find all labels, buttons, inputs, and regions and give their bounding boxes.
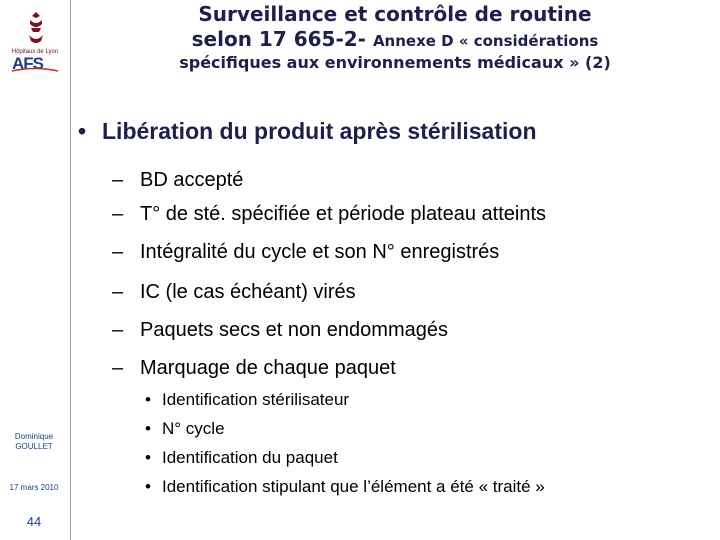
bullet-dot-icon: • <box>145 419 151 438</box>
bullet-dot-icon: • <box>78 118 87 144</box>
sub-item-text: IC (le cas échéant) virés <box>140 281 356 303</box>
bullet-dot-icon: • <box>145 448 151 467</box>
sub-item <box>112 281 356 304</box>
dash-icon: – <box>112 241 124 263</box>
slide-date: 17 mars 2010 <box>9 483 59 492</box>
dash-icon: – <box>112 169 124 191</box>
slide-title <box>90 2 700 73</box>
author-last-name: GOULLET <box>15 442 53 452</box>
dash-icon: – <box>112 281 124 303</box>
sub-item <box>112 241 499 264</box>
main-bullet <box>78 118 537 145</box>
afs-logo-text: AFS <box>12 54 43 73</box>
sidebar-divider <box>70 0 71 540</box>
title-line-2 <box>90 27 700 52</box>
afs-logo <box>10 54 62 78</box>
marking-item-text: Identification du paquet <box>162 448 338 467</box>
sub-item <box>112 169 243 192</box>
title-line-3: spécifiques aux environnements médicaux » (2) <box>179 53 611 72</box>
hospital-logo <box>6 10 64 56</box>
marking-item <box>145 477 545 497</box>
sub-item-text: Paquets secs et non endommagés <box>140 319 448 341</box>
title-line-1: Surveillance et contrôle de routine <box>198 2 592 26</box>
marking-item-text: Identification stérilisateur <box>162 390 350 409</box>
sub-item <box>112 319 448 342</box>
bullet-dot-icon: • <box>145 477 151 496</box>
marking-item <box>145 390 349 410</box>
author-name <box>2 432 66 453</box>
page-number: 44 <box>26 514 42 529</box>
author-first-name: Dominique <box>14 432 54 441</box>
sub-item-text: Marquage de chaque paquet <box>140 357 396 379</box>
hospital-emblem-icon <box>26 10 46 46</box>
sub-item <box>112 357 396 380</box>
bullet-dot-icon: • <box>145 390 151 409</box>
sub-item-text: BD accepté <box>140 169 244 191</box>
dash-icon: – <box>112 357 124 379</box>
marking-item-text: N° cycle <box>162 419 225 438</box>
sub-item-text: T° de sté. spécifiée et période plateau atteints <box>140 203 547 225</box>
sub-item <box>112 203 546 226</box>
marking-item <box>145 448 338 468</box>
main-bullet-text: Libération du produit après stérilisation <box>102 118 537 144</box>
sub-item-text: Intégralité du cycle et son N° enregistrés <box>140 241 500 263</box>
hospital-logo-text: Hôpitaux de Lyon <box>11 49 59 55</box>
marking-item-text: Identification stipulant que l’élément a été « traité » <box>162 477 545 496</box>
marking-item <box>145 419 225 439</box>
title-line-2-main: selon 17 665-2- <box>191 27 366 51</box>
dash-icon: – <box>112 319 124 341</box>
dash-icon: – <box>112 203 124 225</box>
swoosh-icon <box>10 67 60 73</box>
title-line-2-annex: Annexe D « considérations <box>372 32 599 50</box>
